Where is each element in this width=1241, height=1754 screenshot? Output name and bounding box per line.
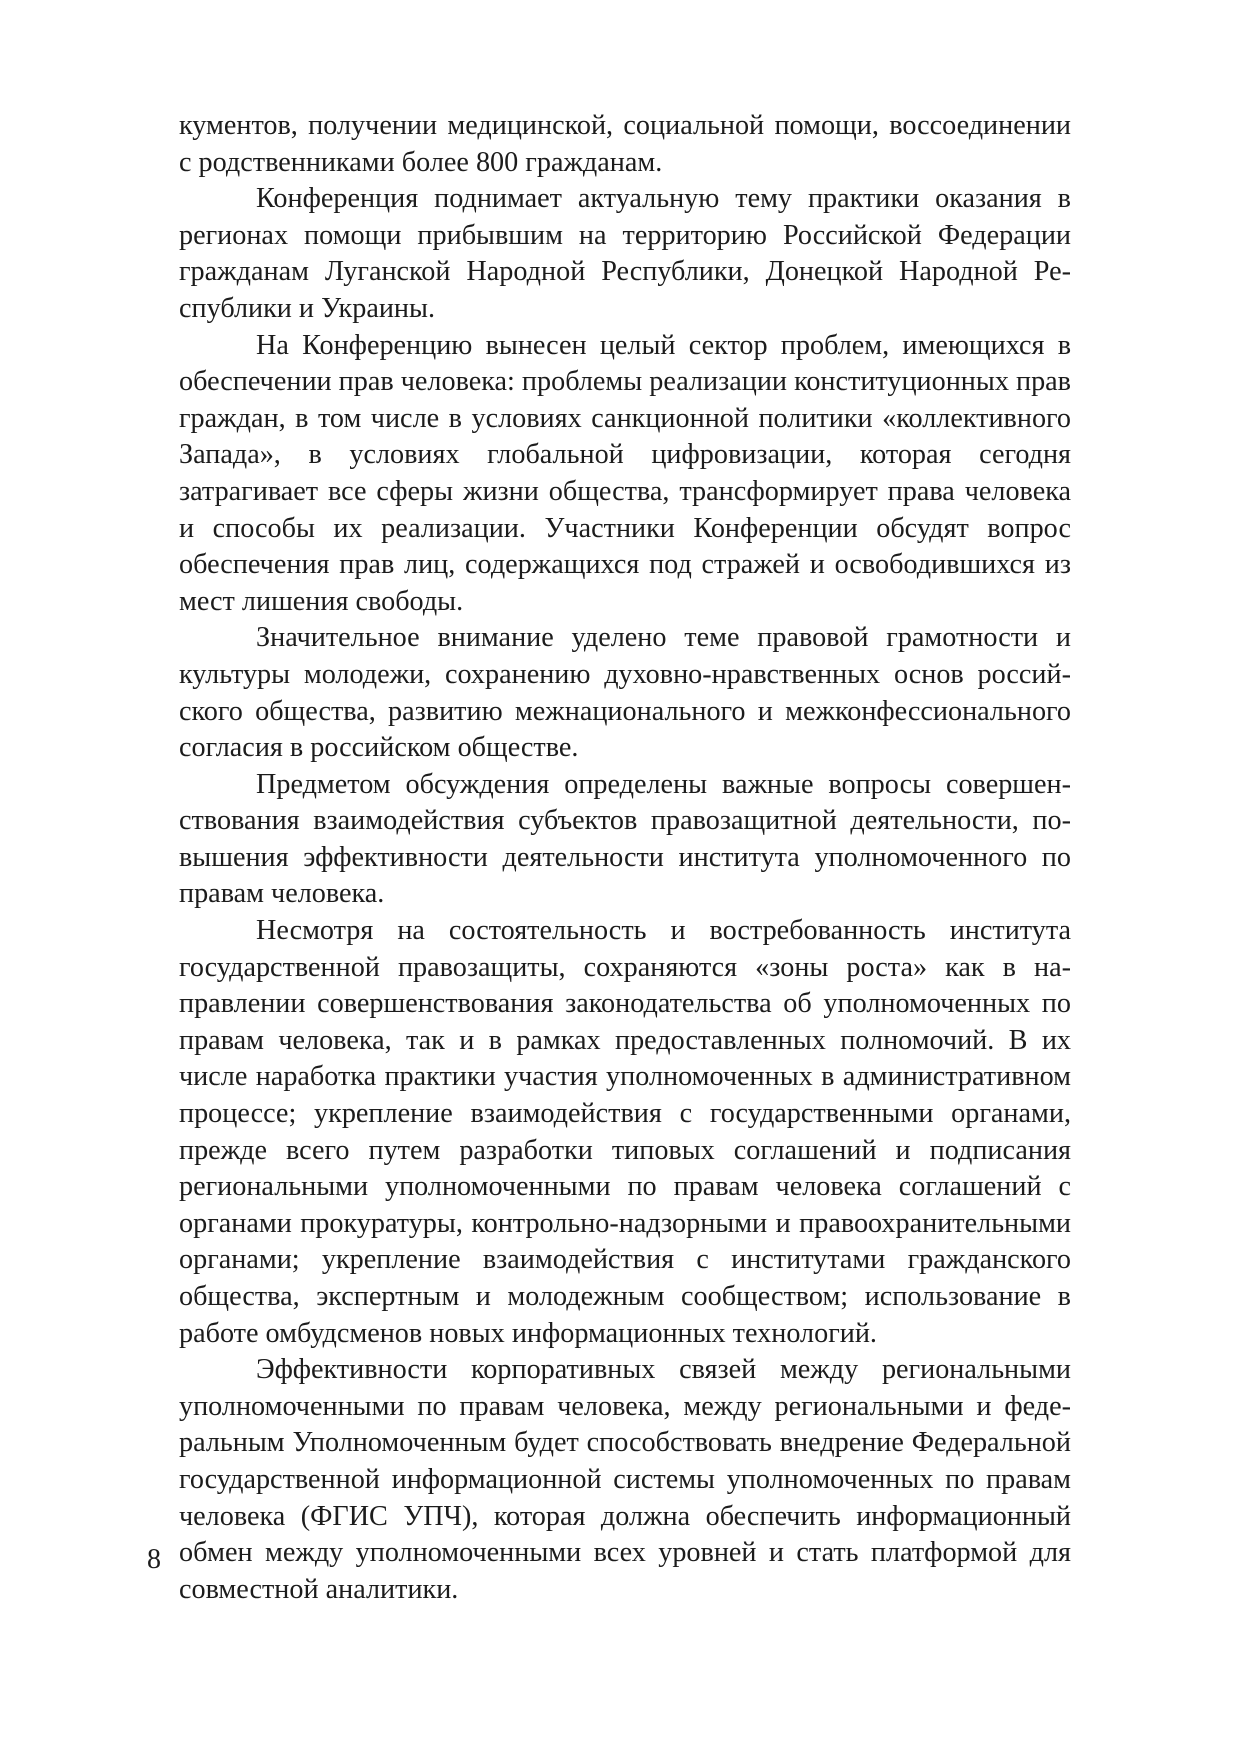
body-text (179, 108, 1071, 1608)
paragraph: Эффективности корпоративных связей между региональными уполномоченными по правам человека, между региональными и федеральным Уполномоченным будет способствовать внедрение Федеральной государственной информационной системы уполномоченных по правам человека (ФГИС УПЧ), которая должна обеспечить информационный обмен между уполномоченными всех уровней и стать платформой для совместной аналитики. (179, 1354, 1071, 1605)
paragraph: На Конференцию вынесен целый сектор проблем, имеющихся в обеспечении прав человека: проблемы реализации конституционных прав граждан, в том числе в условиях санкционной политики «коллективного Запада», в условиях глобальной цифровизации, которая сегодня затрагивает все сферы жизни общества, трансформирует права человека и способы их реализации. Участники Конференции обсудят вопрос обеспечения прав лиц, содержащихся под стражей и освободившихся из мест лишения свободы. (179, 329, 1071, 617)
page-number: 8 (147, 1544, 161, 1575)
paragraph: Предметом обсуждения определены важные вопросы совершенствования взаимодействия субъектов правозащитной деятельности, повышения эффективности деятельности института уполномоченного по правам человека. (179, 768, 1071, 910)
paragraph: Значительное внимание уделено теме правовой грамотности и культуры молодежи, сохранению духовно-нравственных основ российского общества, развитию межнационального и межконфессионального согласия в российском обществе. (179, 622, 1071, 764)
paragraph: Несмотря на состоятельность и востребованность института государственной правозащиты, сохраняются «зоны роста» как в направлении совершенствования законодательства об уполномоченных по правам человека, так и в рамках предоставленных полномочий. В их числе наработка практики участия уполномоченных в административном процессе; укрепление взаимодействия с государственными органами, прежде всего путем разработки типовых соглашений и подписания региональными уполномоченными по правам человека соглашений с органами прокуратуры, контрольно-надзорными и правоохранительными органами; укрепление взаимодействия с институтами гражданского общества, экспертным и молодежным сообществом; использование в работе омбудсменов новых информационных технологий. (179, 915, 1071, 1349)
paragraph-continuation: кументов, получении медицинской, социальной помощи, воссоединении с родственниками более 800 гражданам. (179, 110, 1071, 178)
paragraph: Конференция поднимает актуальную тему практики оказания в регионах помощи прибывшим на территорию Российской Федерации гражданам Луганской Народной Республики, Донецкой Народной Республики и Украины. (179, 183, 1071, 324)
